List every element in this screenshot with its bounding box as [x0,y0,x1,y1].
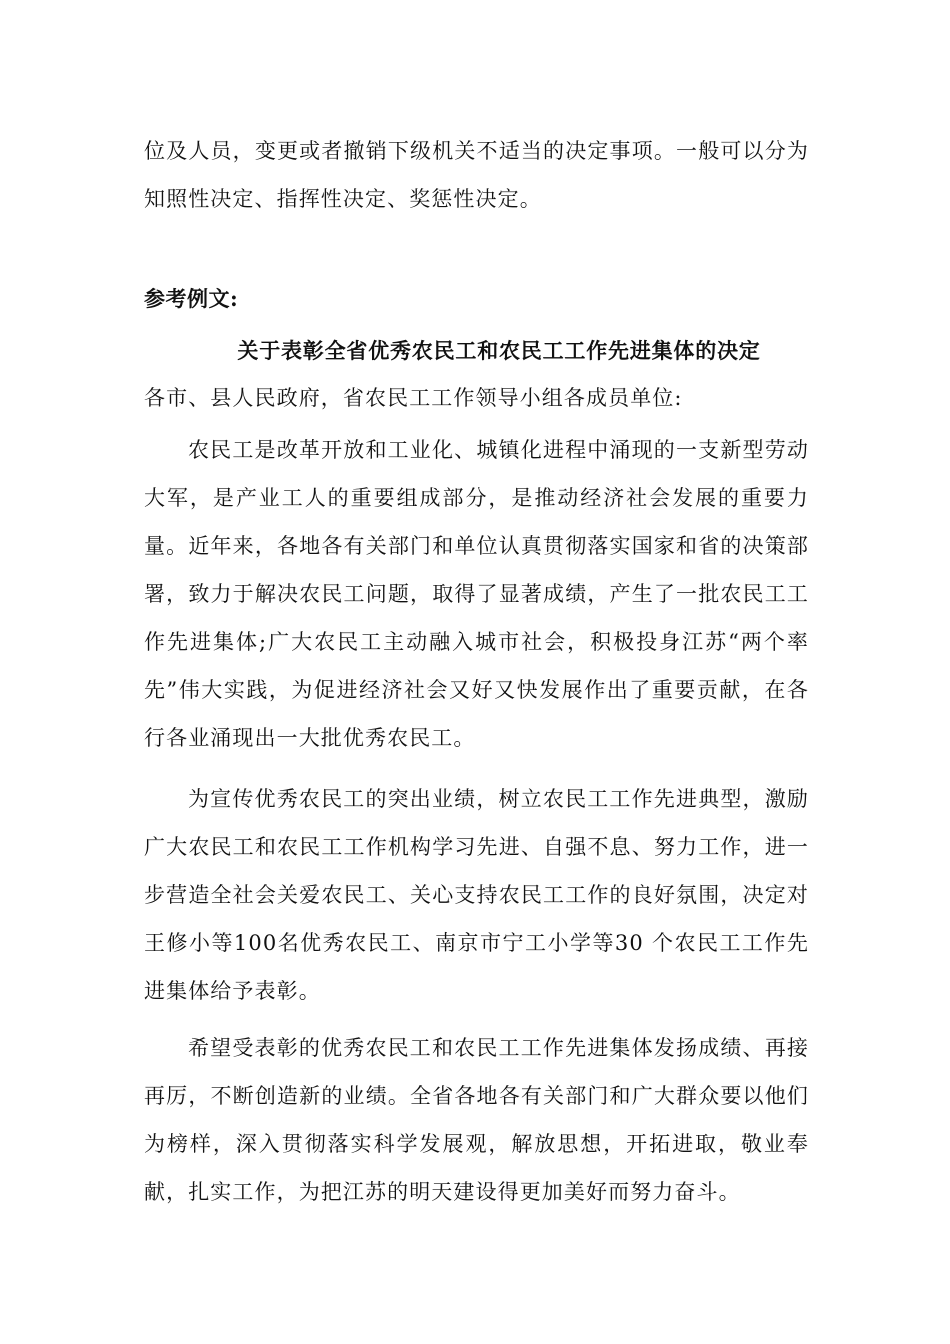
example-heading: 参考例文: [144,286,239,311]
document-title: 关于表彰全省优秀农民工和农民工工作先进集体的决定 [237,338,761,363]
body-paragraph-1: 农民工是改革开放和工业化、城镇化进程中涌现的一支新型劳动大军，是产业工人的重要组成部分，是推动经济社会发展的重要力量。近年来，各地各有关部门和单位认真贯彻落实国家和省的决策部署，致力于解决农民工问题，取得了显著成绩，产生了一批农民工工作先进集体;广大农民工主动融入城市社会，积极投身江苏“两个率先”伟大实践，为促进经济社会又好又快发展作出了重要贡献，在各行各业涌现出一大批优秀农民工。 [144,438,809,750]
body-paragraph-3: 希望受表彰的优秀农民工和农民工工作先进集体发扬成绩、再接再厉，不断创造新的业绩。全省各地各有关部门和广大群众要以他们为榜样，深入贯彻落实科学发展观，解放思想，开拓进取，敬业奉献，扎实工作，为把江苏的明天建设得更加美好而努力奋斗。 [144,1036,809,1204]
intro-paragraph: 位及人员，变更或者撤销下级机关不适当的决定事项。一般可以分为知照性决定、指挥性决定、奖惩性决定。 [144,139,809,211]
salutation-line: 各市、县人民政府，省农民工工作领导小组各成员单位: [144,386,683,410]
body-paragraph-2: 为宣传优秀农民工的突出业绩，树立农民工工作先进典型，激励广大农民工和农民工工作机构学习先进、自强不息、努力工作，进一步营造全社会关爱农民工、关心支持农民工工作的良好氛围，决定对王修小等100名优秀农民工、南京市宁工小学等30 个农民工工作先进集体给予表彰。 [144,787,809,1003]
